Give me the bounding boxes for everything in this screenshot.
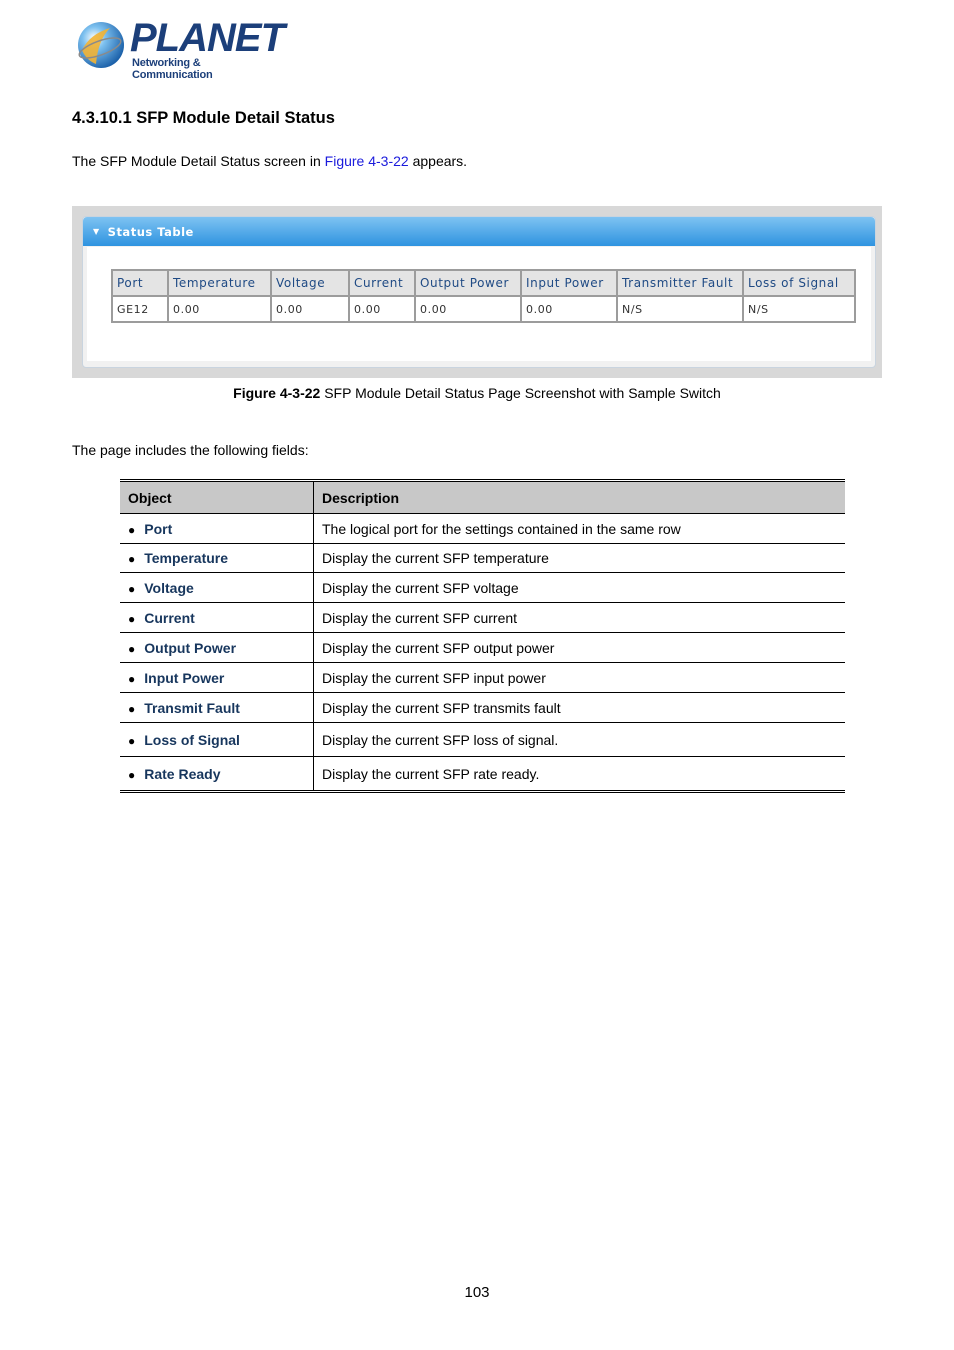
object-label: Loss of Signal <box>144 731 240 748</box>
cell-loss-of-signal: N/S <box>743 296 855 322</box>
object-description: Display the current SFP temperature <box>314 544 846 573</box>
object-name <box>120 757 314 792</box>
column-header-current: Current <box>349 270 415 296</box>
table-row <box>120 663 845 693</box>
object-name <box>120 633 314 663</box>
bullet-icon: ● <box>128 552 136 566</box>
object-label: Input Power <box>144 669 225 686</box>
figure-screenshot <box>72 206 882 378</box>
object-name <box>120 693 314 723</box>
object-label: Temperature <box>144 550 229 566</box>
column-header-voltage: Voltage <box>271 270 349 296</box>
object-label: Rate Ready <box>144 765 221 782</box>
object-description: Display the current SFP output power <box>314 633 846 663</box>
table-row <box>120 603 845 633</box>
fields-intro: The page includes the following fields: <box>72 442 309 458</box>
cell-input-power: 0.00 <box>521 296 617 322</box>
planet-logo <box>76 16 284 81</box>
column-header-port: Port <box>112 270 168 296</box>
object-description: Display the current SFP voltage <box>314 573 846 603</box>
cell-port: GE12 <box>112 296 168 322</box>
object-label: Port <box>144 520 173 537</box>
caption-label: Figure 4-3-22 <box>233 385 321 401</box>
table-row <box>120 544 845 573</box>
description-column-header: Description <box>314 481 846 514</box>
bullet-icon: ● <box>128 522 136 537</box>
column-header-output-power: Output Power <box>415 270 521 296</box>
panel-body <box>87 247 871 361</box>
object-label: Voltage <box>144 579 194 596</box>
column-header-loss-of-signal: Loss of Signal <box>743 270 855 296</box>
status-table <box>111 269 856 323</box>
object-description: Display the current SFP input power <box>314 663 846 693</box>
table-row <box>120 757 845 792</box>
table-row <box>120 723 845 757</box>
status-table-header-row <box>112 270 855 296</box>
figure-link[interactable]: Figure 4-3-22 <box>324 153 409 169</box>
column-header-input-power: Input Power <box>521 270 617 296</box>
panel-header[interactable] <box>83 217 875 246</box>
bullet-icon: ● <box>128 733 136 748</box>
intro-text-before: The SFP Module Detail Status screen in <box>72 153 325 169</box>
panel-title: Status Table <box>107 224 194 239</box>
section-heading: 4.3.10.1 SFP Module Detail Status <box>72 109 335 127</box>
status-table-panel <box>82 216 876 368</box>
logo-tagline: Networking & Communication <box>132 57 213 81</box>
object-description: The logical port for the settings contained in the same row <box>314 514 846 544</box>
bullet-icon: ● <box>128 671 136 686</box>
collapse-arrow-icon[interactable]: ▼ <box>93 227 100 236</box>
object-description: Display the current SFP rate ready. <box>314 757 846 792</box>
cell-transmitter-fault: N/S <box>617 296 743 322</box>
column-header-temperature: Temperature <box>168 270 271 296</box>
logo-brand-text: PLANET <box>130 16 284 60</box>
object-name <box>120 663 314 693</box>
cell-voltage: 0.00 <box>271 296 349 322</box>
intro-text-after: appears. <box>408 153 468 169</box>
bullet-icon: ● <box>128 767 136 782</box>
object-column-header: Object <box>120 481 314 514</box>
page-number: 103 <box>464 1284 490 1301</box>
object-name <box>120 603 314 633</box>
bullet-icon: ● <box>128 611 136 626</box>
intro-paragraph <box>72 153 467 169</box>
object-label: Transmit Fault <box>144 699 240 716</box>
bullet-icon: ● <box>128 641 136 656</box>
cell-temperature: 0.00 <box>168 296 271 322</box>
object-name <box>120 723 314 757</box>
object-description: Display the current SFP current <box>314 603 846 633</box>
bullet-icon: ● <box>128 581 136 596</box>
object-name <box>120 514 314 544</box>
object-name <box>120 544 314 573</box>
figure-caption <box>0 385 954 401</box>
globe-logo-icon <box>76 20 126 70</box>
table-row <box>120 633 845 663</box>
cell-current: 0.00 <box>349 296 415 322</box>
cell-output-power: 0.00 <box>415 296 521 322</box>
object-description: Display the current SFP loss of signal. <box>314 723 846 757</box>
table-row <box>112 296 855 322</box>
object-label: Output Power <box>144 639 237 656</box>
table-row <box>120 693 845 723</box>
object-name <box>120 573 314 603</box>
object-description: Display the current SFP transmits fault <box>314 693 846 723</box>
caption-text: SFP Module Detail Status Page Screenshot with Sample Switch <box>320 385 721 401</box>
column-header-transmitter-fault: Transmitter Fault <box>617 270 743 296</box>
bullet-icon: ● <box>128 701 136 716</box>
object-description-table <box>120 479 845 793</box>
table-row <box>120 514 845 544</box>
object-table-header-row <box>120 481 845 514</box>
table-row <box>120 573 845 603</box>
object-label: Current <box>144 609 195 626</box>
